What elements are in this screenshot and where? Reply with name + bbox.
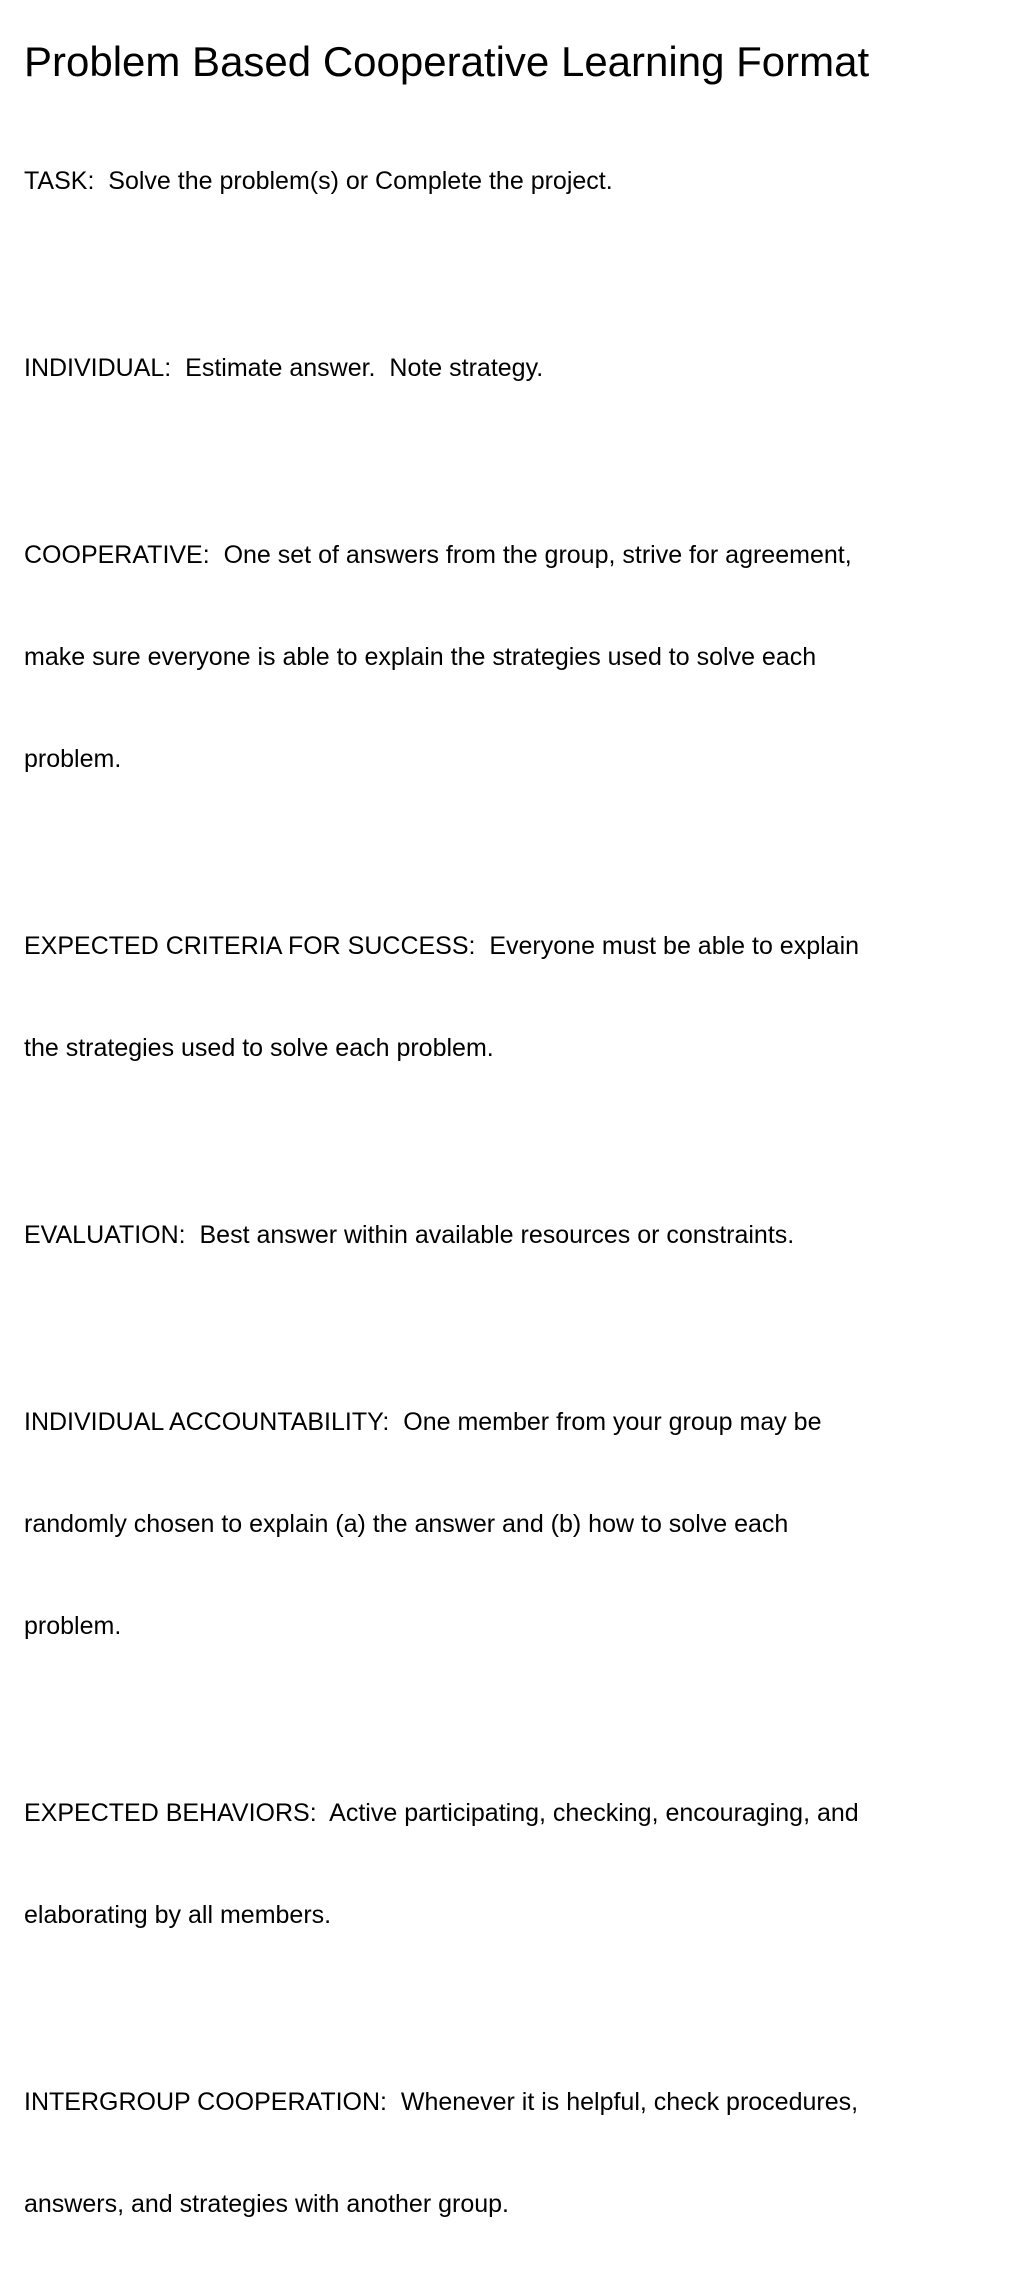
- paragraph-expected-criteria: [24, 861, 1004, 1133]
- paragraph-line: problem.: [24, 745, 122, 773]
- paragraph-line: INDIVIDUAL ACCOUNTABILITY: One member from your group may be: [24, 1408, 822, 1436]
- paragraph-line: COOPERATIVE: One set of answers from the group, strive for agreement,: [24, 541, 852, 569]
- paragraph-line: the strategies used to solve each problem.: [24, 1034, 494, 1062]
- paragraph-line: answers, and strategies with another group.: [24, 2190, 509, 2218]
- paragraph-intergroup-cooperation: [24, 2017, 1004, 2289]
- paragraph-line: TASK: Solve the problem(s) or Complete the project.: [24, 167, 613, 195]
- paragraph-line: EXPECTED CRITERIA FOR SUCCESS: Everyone must be able to explain: [24, 932, 860, 960]
- paragraph-line: problem.: [24, 1612, 122, 1640]
- paragraph-individual-accountability: [24, 1337, 1004, 1711]
- slide-body: [24, 96, 1004, 2289]
- paragraph-line: EXPECTED BEHAVIORS: Active participating, checking, encouraging, and: [24, 1799, 859, 1827]
- paragraph-individual: [24, 283, 1004, 453]
- paragraph-expected-behaviors: [24, 1728, 1004, 2000]
- paragraph-line: INTERGROUP COOPERATION: Whenever it is helpful, check procedures,: [24, 2088, 859, 2116]
- slide-title: Problem Based Cooperative Learning Format: [24, 38, 870, 85]
- slide: [24, 0, 1004, 2218]
- paragraph-line: INDIVIDUAL: Estimate answer. Note strategy.: [24, 354, 544, 382]
- paragraph-line: randomly chosen to explain (a) the answer and (b) how to solve each: [24, 1510, 789, 1538]
- paragraph-line: elaborating by all members.: [24, 1901, 332, 1929]
- paragraph-task: [24, 96, 1004, 266]
- paragraph-line: make sure everyone is able to explain the strategies used to solve each: [24, 643, 817, 671]
- paragraph-line: EVALUATION: Best answer within available resources or constraints.: [24, 1221, 795, 1249]
- paragraph-cooperative: [24, 470, 1004, 844]
- paragraph-evaluation: [24, 1150, 1004, 1320]
